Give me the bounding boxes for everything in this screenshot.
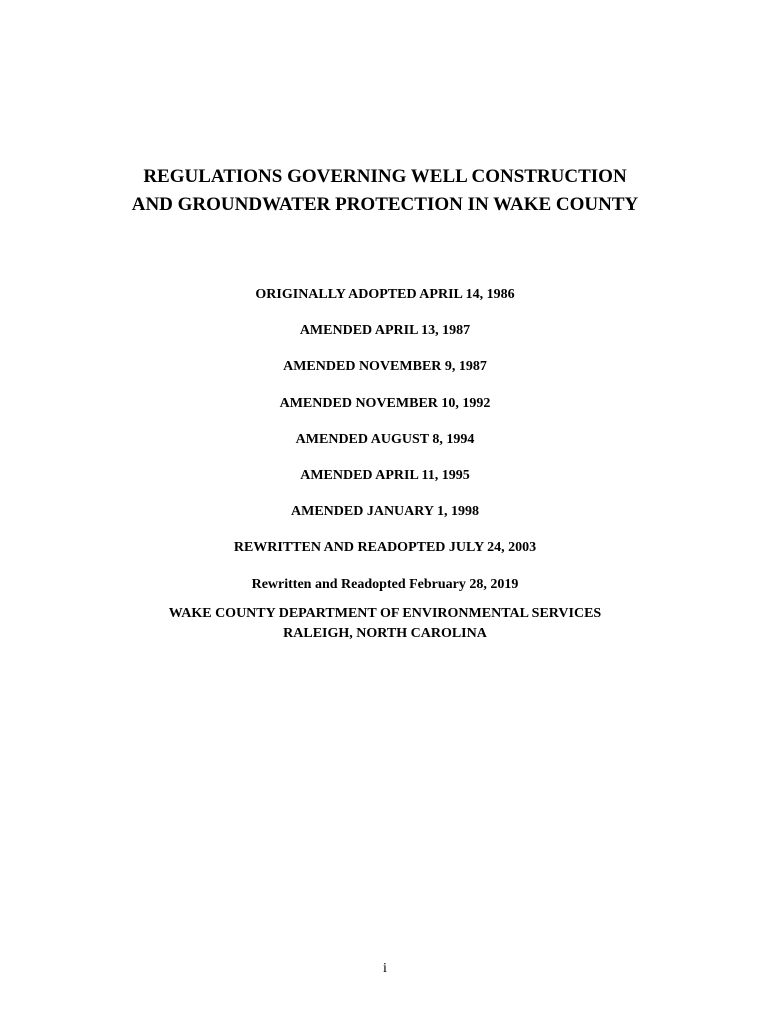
agency-block [0,604,770,644]
history-item-rewrite: REWRITTEN AND READOPTED JULY 24, 2003 [233,540,537,556]
title-line: AND GROUNDWATER PROTECTION IN WAKE COUNTY [131,194,639,215]
history-item-original-adoption: ORIGINALLY ADOPTED APRIL 14, 1986 [255,287,515,302]
history-item-amendment: AMENDED APRIL 11, 1995 [300,467,470,483]
adoption-history-list [0,286,770,612]
history-item-amendment: AMENDED JANUARY 1, 1998 [291,504,479,520]
page-number: i [383,961,387,976]
history-item-amendment: AMENDED AUGUST 8, 1994 [295,431,475,447]
history-item-rewrite: Rewritten and Readopted February 28, 2019 [251,576,519,592]
history-item-amendment: AMENDED NOVEMBER 10, 1992 [279,395,491,411]
agency-name: WAKE COUNTY DEPARTMENT OF ENVIRONMENTAL SERVICES [168,606,602,621]
history-item-amendment: AMENDED APRIL 13, 1987 [299,323,471,339]
agency-location: RALEIGH, NORTH CAROLINA [283,626,487,641]
document-title [0,163,770,219]
history-item-amendment: AMENDED NOVEMBER 9, 1987 [283,359,487,375]
title-line: REGULATIONS GOVERNING WELL CONSTRUCTION [143,166,627,187]
